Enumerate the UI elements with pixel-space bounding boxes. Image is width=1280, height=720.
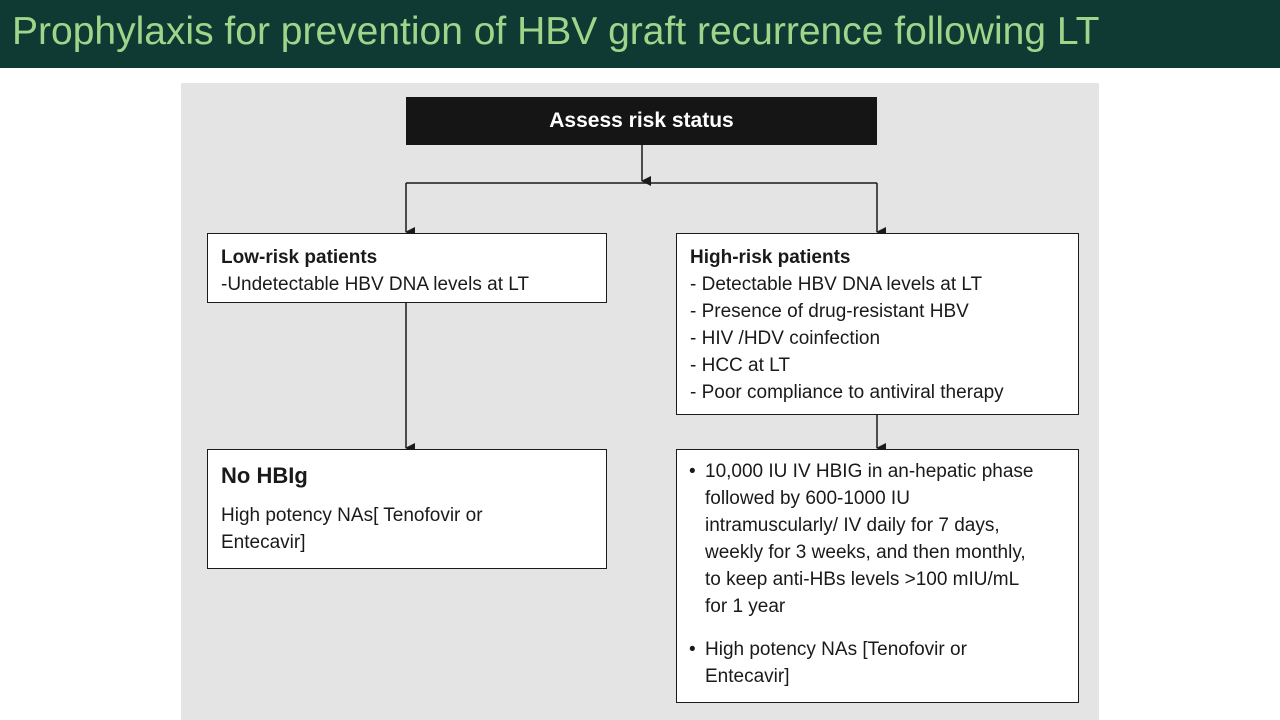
high-risk-criterion: - Poor compliance to antiviral therapy [690, 382, 1004, 403]
high-treatment-bullet [689, 636, 1078, 690]
high-risk-criterion: - HIV /HDV coinfection [690, 328, 881, 349]
high-treatment-bullet [689, 458, 1078, 620]
high-risk-criterion: - Detectable HBV DNA levels at LT [690, 274, 983, 295]
bullet-line: intramuscularly/ IV daily for 7 days, [705, 515, 1000, 536]
slide-title: Prophylaxis for prevention of HBV graft recurrence following LT [12, 10, 1100, 53]
high-risk-criterion: - HCC at LT [690, 355, 790, 376]
high-risk-treatment-box [676, 449, 1079, 703]
bullet-line: • 10,000 IU IV HBIG in an-hepatic phase [705, 461, 1034, 482]
low-treatment-text: High potency NAs[ Tenofovir or [221, 505, 483, 526]
bullet-line: Entecavir] [705, 666, 790, 687]
high-risk-heading: High-risk patients [690, 247, 851, 268]
assess-risk-box [406, 97, 877, 145]
bullet-line: to keep anti-HBs levels >100 mIU/mL [705, 569, 1020, 590]
bullet-line: weekly for 3 weeks, and then monthly, [705, 542, 1026, 563]
bullet-line: followed by 600-1000 IU [705, 488, 910, 509]
low-risk-box [207, 233, 607, 303]
low-risk-treatment-box [207, 449, 607, 569]
high-treatment-list [689, 458, 1078, 690]
high-risk-box [676, 233, 1079, 415]
high-risk-criterion: - Presence of drug-resistant HBV [690, 301, 969, 322]
no-hbig-heading: No HBIg [221, 463, 308, 488]
low-treatment-text: Entecavir] [221, 532, 306, 553]
bullet-line: • High potency NAs [Tenofovir or [705, 639, 967, 660]
low-risk-criterion: -Undetectable HBV DNA levels at LT [221, 274, 530, 295]
bullet-line: for 1 year [705, 596, 786, 617]
assess-risk-label: Assess risk status [549, 109, 734, 132]
low-risk-heading: Low-risk patients [221, 247, 378, 268]
